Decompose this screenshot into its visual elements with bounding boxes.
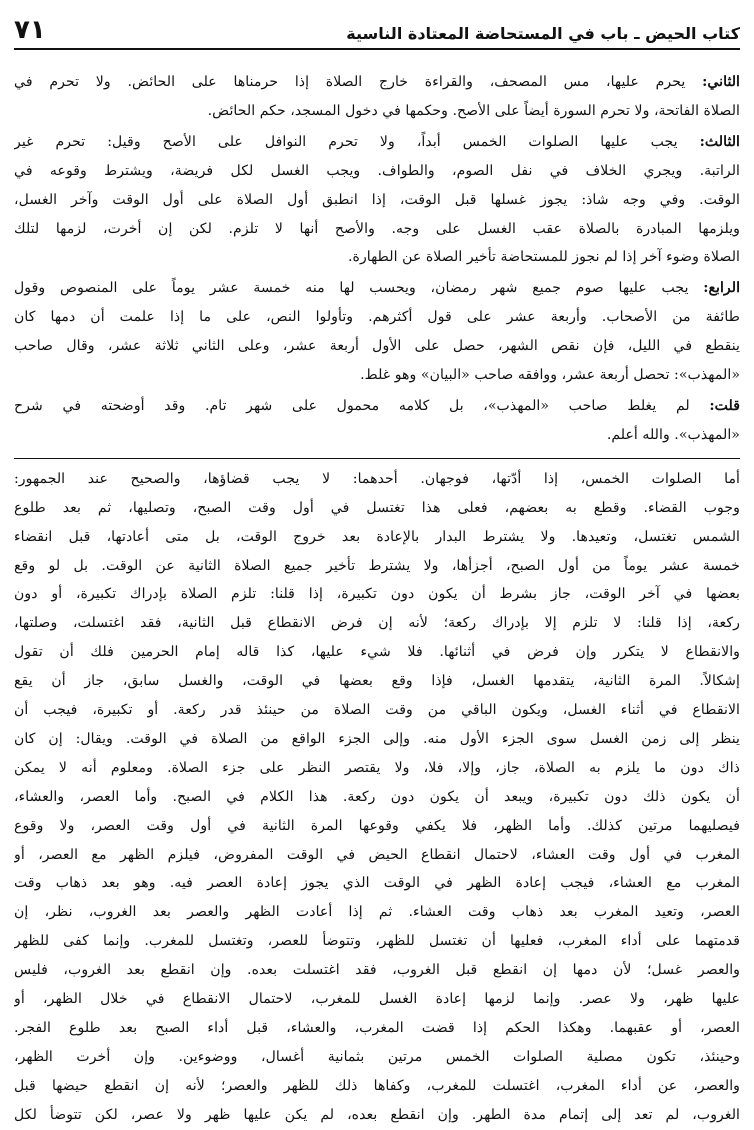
text-line	[14, 392, 740, 421]
commentary-line: المغرب في أول وقت العشاء، لاحتمال انقطاع الحيض في الوقت المفروض، فيلزم الظهر مع العصر، أو	[14, 846, 740, 863]
paragraph-second	[14, 68, 740, 126]
commentary-line: فيصليهما مرتين كذلك. وأما الظهر، فلا يكفي وقوعها المرة الثانية في أول وقت العصر، ولا وقوع	[14, 817, 740, 834]
text-line: «المهذب»: تحصل أربعة عشر، ووافقه صاحب «البيان» وهو غلط.	[360, 367, 740, 384]
section-label: الرابع:	[703, 280, 740, 297]
commentary-line: قدمتهما على أداء المغرب، فعليها أن تغتسل للظهر، وتتوضأ للعصر، وتغتسل للمغرب. وإنما كفى للظهر	[14, 933, 740, 950]
commentary-line: وحينئذ، تكون مصلية الصلوات الخمس مرتين بثمانية أغسال، ووضوءين. وإن أخرت الظهر،	[14, 1048, 740, 1065]
commentary-line: والعصر، عن أداء المغرب، اغتسلت للمغرب، وكفاها ذلك للظهر والعصر؛ لأنه إن انقطع حيضها قبل	[14, 1077, 740, 1094]
text-line: الراتبة. ويجري الخلاف في نفل الصوم، والطواف. ويجب الغسل لكل فريضة، ويشترط وقوعه في	[14, 162, 740, 179]
commentary-line: ذاك دون ما يلزم به الصلاة، جاز، وإلا، فلا، ولا يقتصر النظر على جزء الصلاة. ومعلوم أنه لا يمكن	[14, 759, 740, 776]
text-line	[14, 128, 740, 157]
text-line: الوقت. وفي وجه شاذ: يجوز غسلها قبل الوقت، إذا انطبق أول الصلاة على أول الوقت وآخر الغسل،	[14, 191, 740, 208]
text-line: «المهذب». والله أعلم.	[606, 426, 740, 443]
text-line: الصلاة الفاتحة، ولا تحرم السورة أيضاً على الأصح. وحكمها في دخول المسجد، حكم الحائض.	[207, 102, 740, 119]
commentary-line: إشكالاً. المرة الثانية، يتقدمها الغسل، فإذا وقع بعضها في الوقت، والغسل سابق، جاز أن يقع	[14, 673, 740, 690]
text-line: ويلزمها المبادرة بالصلاة عقب الغسل على وجه. والأصح أنها لا تلزم. لكن إن أخرت، لزمها لتلك	[14, 220, 740, 237]
section-label: الثالث:	[699, 133, 740, 150]
text-line	[14, 274, 740, 303]
commentary-line: أما الصلوات الخمس، إذا أدّتها، فوجهان. أحدهما: لا يجب قضاؤها، والصحيح عند الجمهور:	[14, 470, 740, 487]
section-divider	[14, 458, 740, 459]
page-header	[14, 10, 740, 50]
running-head: كتاب الحيض ـ باب في المستحاضة المعتادة الناسية	[346, 24, 740, 43]
commentary-line: الانقطاع في أثناء الغسل، ويكون الباقي من وقت الصلاة من حينئذ قدر ركعة. أو تكبيرة، فيجب أن	[14, 702, 740, 719]
line-text: يجب عليها الصلوات الخمس أبداً، ولا تحرم النوافل على الأصح وقيل: تحرم غير	[14, 133, 678, 150]
commentary-line: وجوب القضاء. وقطع به بعضهم، فعلى هذا تغتسل في أول وقت الصبح، وتصليها، ثم بعد طلوع	[14, 499, 740, 516]
book-page	[14, 10, 740, 1123]
text-line	[14, 68, 740, 97]
commentary-line: ركعة، إذا قلنا: لا تلزم إلا بإدراك ركعة؛ لأنه إن فرض الانقطاع قبل الثانية، فقد اغتسلت، وصلتها،	[14, 615, 740, 632]
commentary-line: خمسة عشر يوماً من أول الصبح، أجزأها، ولا يشترط تأخير جميع الصلاة الثانية عن الوقت. بل لو وقع	[14, 557, 740, 574]
text-line: الصلاة وضوء آخر إذا لم نجوز للمستحاضة تأخير الصلاة عن الطهارة.	[348, 249, 740, 266]
paragraph-third	[14, 128, 740, 273]
commentary-line: عليها ظهر، ولا عصر. وإنما لزمها إعادة الغسل للمغرب، لاحتمال الانقطاع في خلال الظهر، أو	[14, 991, 740, 1008]
commentary-line: العصر، وتعيد المغرب بعد ذهاب وقت العشاء. ثم إذا أعادت الظهر والعصر بعد الغروب، نظر، إن	[14, 904, 740, 921]
commentary-line: أن يكون ذلك دون تكبيرة، ويبعد أن يكون دون ركعة. هذا الكلام في الصبح. وأما العصر، والعشاء،	[14, 788, 740, 805]
commentary-line: بعضها في آخر الوقت، جاز بشرط أن يكون دون تكبيرة، إذا قلنا: تلزم الصلاة بإدراك تكبيرة، أو دون	[14, 586, 740, 603]
paragraph-fourth	[14, 274, 740, 390]
line-text: لم يغلط صاحب «المهذب»، بل كلامه محمول على شهر تام. وقد أوضحته في شرح	[14, 397, 690, 414]
commentary-line: والانقطاع لا يتكرر وإن فرض في أثنائها. فلا شيء عليها، كذا قاله إمام الحرمين فلك أن تقول	[14, 644, 740, 661]
commentary-line: الغروب، لم تعد إلى إتمام مدة الطهر. وإن انقطع بعده، لم يكن عليها ظهر ولا عصر، لكن تتوضأ لكل	[14, 1106, 740, 1123]
text-line: ينقطع في الليل، فإن نقص الشهر، حصل على الأول أربعة عشر، وعلى الثاني ثلاثة عشر، وقال صاحب	[14, 338, 740, 355]
commentary-line: ينظر إلى زمن الغسل سوى الجزء الأول منه. وإلى الجزء الواقع من الصلاة في الوقت. ويقال: إن كان	[14, 730, 740, 747]
commentary-line: العصر، أو عقبهما. وهكذا الحكم إذا قضت المغرب، والعشاء، قبل أداء الصبح بعد طلوع الفجر.	[14, 1020, 740, 1036]
paragraph-note	[14, 392, 740, 450]
commentary-text	[14, 465, 740, 1130]
section-label: الثاني:	[702, 74, 740, 90]
section-label: قلت:	[709, 397, 740, 414]
page-number: ٧١	[14, 15, 46, 45]
commentary-line: الشمس تغتسل، وتعيدها. ولا يشترط البدار بالإعادة بعد خروج الوقت، بل متى أعادتها، قبل انقضاء	[14, 528, 740, 545]
text-line: طائفة من الأصحاب. وأربعة عشر على قول أكثرهم. وتأولوا النص، على ما إذا علمت أن دمها كان	[14, 309, 740, 326]
main-text	[14, 68, 740, 1130]
commentary-line: المغرب مع العشاء، فيجب إعادة الظهر في الوقت الذي يجوز إعادة العصر فيه. وهو بعد ذهاب وقت	[14, 875, 740, 892]
line-text: يجب عليها صوم جميع شهر رمضان، ويحسب لها منه خمسة عشر يوماً على المنصوص وقول	[14, 280, 689, 297]
line-text: يحرم عليها، مس المصحف، والقراءة خارج الصلاة إذا حرمناها على الحائض. ولا تحرم في	[14, 74, 686, 90]
commentary-line: والعصر غسل؛ لأن دمها إن انقطع قبل الغروب، فقد اغتسلت بعده. وإن انقطع بعد الغروب، فليس	[14, 962, 740, 979]
